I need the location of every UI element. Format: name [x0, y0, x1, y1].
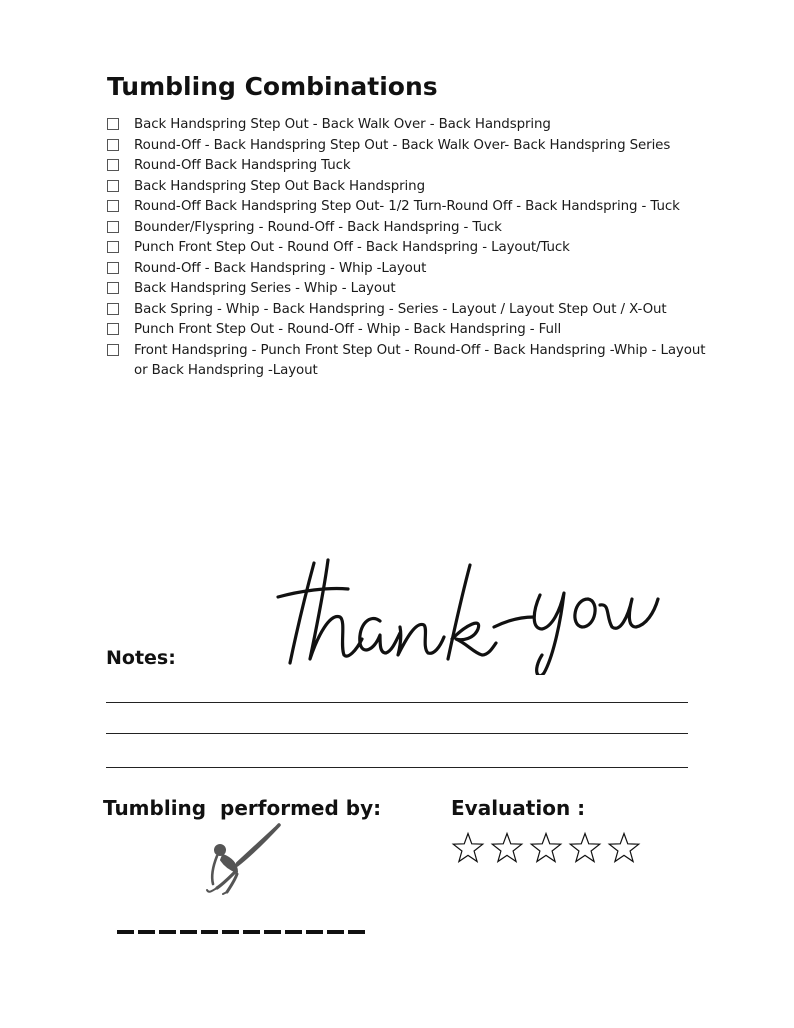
note-line[interactable] — [106, 767, 688, 768]
star-outline-icon[interactable] — [490, 831, 524, 865]
checkbox-icon[interactable] — [107, 221, 119, 233]
star-outline-icon[interactable] — [529, 831, 563, 865]
combination-label: Round-Off Back Handspring Tuck — [134, 158, 351, 173]
checkbox-icon[interactable] — [107, 241, 119, 253]
note-line[interactable] — [106, 702, 688, 703]
notes-label: Notes: — [106, 647, 176, 669]
combination-label: Round-Off - Back Handspring Step Out - Back Walk Over- Back Handspring Series — [134, 137, 671, 153]
evaluation-stars — [451, 831, 643, 865]
evaluation-label: Evaluation : — [451, 796, 586, 820]
combination-item — [107, 115, 707, 136]
checkbox-icon[interactable] — [107, 200, 119, 212]
checkbox-icon[interactable] — [107, 118, 119, 130]
combination-item — [107, 177, 707, 198]
page-title: Tumbling Combinations — [107, 72, 438, 101]
checkbox-icon[interactable] — [107, 262, 119, 274]
combination-item — [107, 197, 707, 218]
combination-label: Back Spring - Whip - Back Handspring - Series - Layout / Layout Step Out / X-Out — [134, 301, 667, 317]
combination-checklist — [107, 115, 707, 382]
combination-item — [107, 238, 707, 259]
signature-line[interactable] — [117, 928, 365, 936]
combination-item — [107, 341, 707, 382]
checkbox-icon[interactable] — [107, 139, 119, 151]
checkbox-icon[interactable] — [107, 323, 119, 335]
checkbox-icon[interactable] — [107, 159, 119, 171]
checkbox-icon[interactable] — [107, 282, 119, 294]
performed-by-label: Tumbling performed by: — [103, 796, 382, 820]
combination-item — [107, 320, 707, 341]
combination-label: Back Handspring Step Out Back Handspring — [134, 178, 425, 194]
combination-item — [107, 218, 707, 239]
star-outline-icon[interactable] — [607, 831, 641, 865]
thank-you-script — [270, 555, 670, 675]
combination-label: Round-Off - Back Handspring - Whip -Layout — [134, 260, 427, 276]
combination-label: Bounder/Flyspring - Round-Off - Back Handspring - Tuck — [134, 219, 502, 235]
combination-item — [107, 259, 707, 280]
note-line[interactable] — [106, 733, 688, 734]
combination-label: Round-Off Back Handspring Step Out- 1/2 Turn-Round Off - Back Handspring - Tuck — [134, 199, 680, 214]
star-outline-icon[interactable] — [568, 831, 602, 865]
checkbox-icon[interactable] — [107, 344, 119, 356]
combination-item — [107, 279, 707, 300]
combination-item — [107, 156, 707, 177]
combination-item — [107, 300, 707, 321]
combination-label: Back Handspring Series - Whip - Layout — [134, 281, 396, 296]
checkbox-icon[interactable] — [107, 303, 119, 315]
combination-label: Punch Front Step Out - Round Off - Back Handspring - Layout/Tuck — [134, 240, 570, 255]
combination-label: Punch Front Step Out - Round-Off - Whip - Back Handspring - Full — [134, 322, 562, 337]
checkbox-icon[interactable] — [107, 180, 119, 192]
combination-label: Back Handspring Step Out - Back Walk Over - Back Handspring — [134, 117, 551, 132]
star-outline-icon[interactable] — [451, 831, 485, 865]
combination-label: Front Handspring - Punch Front Step Out - Round-Off - Back Handspring -Whip - Layout or Back Handspring -Layout — [134, 342, 706, 378]
combination-item — [107, 136, 707, 157]
gymnast-silhouette-icon — [193, 820, 285, 895]
